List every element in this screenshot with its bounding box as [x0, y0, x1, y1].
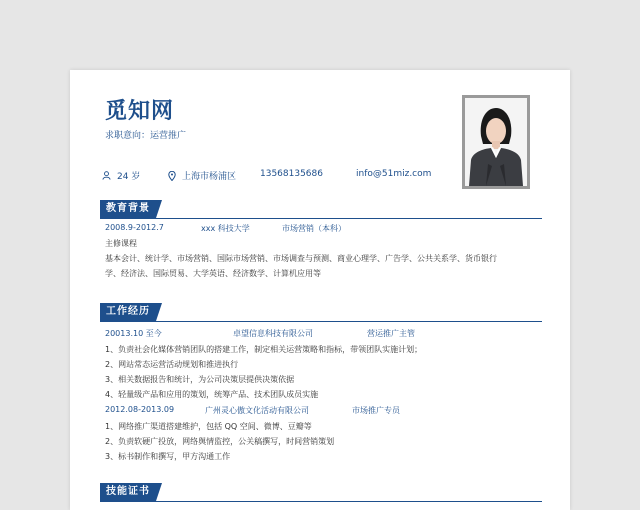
- phone-info: [260, 169, 323, 179]
- job-2-period: 2012.08-2013.09: [105, 405, 175, 414]
- location-pin-icon: [168, 171, 176, 181]
- job-2-duty: 1、网络推广渠道搭建维护，包括 QQ 空间、微博、豆瓣等: [105, 422, 312, 431]
- courses-label: 主修课程: [105, 239, 137, 248]
- location-info: [168, 169, 236, 182]
- profile-photo: [462, 95, 530, 189]
- job-1-duty: 4、轻量级产品和应用的策划，统筹产品、技术团队成员实施: [105, 390, 319, 399]
- education-school: xxx 科技大学: [201, 224, 250, 233]
- job-1-period: 20013.10 至今: [105, 329, 162, 338]
- job-2-duty: 2、负责软硬广投放，网络舆情监控，公关稿撰写，时间营销策划: [105, 437, 335, 446]
- work-section-header: [100, 303, 542, 322]
- education-major: 市场营销（本科）: [282, 224, 346, 233]
- age-text: 24 岁: [117, 172, 141, 182]
- skills-title: 技能证书: [100, 483, 156, 501]
- resume-sheet: [70, 70, 570, 510]
- courses-line-2: 学、经济法、国际贸易、大学英语、经济数学、计算机应用等: [105, 269, 321, 278]
- phone-text: 13568135686: [260, 169, 323, 179]
- applicant-name: 觅知网: [105, 99, 175, 124]
- avatar-illustration: [465, 98, 527, 186]
- education-title: 教育背景: [100, 200, 156, 218]
- job-1-duty: 3、相关数据报告和统计，为公司决策层提供决策依据: [105, 375, 295, 384]
- email-info: [356, 169, 431, 179]
- job-1-role: 营运推广主管: [367, 329, 415, 338]
- email-text: info@51miz.com: [356, 169, 432, 179]
- job-intent: 求职意向：运营推广: [105, 131, 187, 141]
- job-2-role: 市场推广专员: [352, 406, 400, 415]
- person-icon: [102, 171, 111, 180]
- skills-section-header: [100, 483, 542, 502]
- education-period: 2008.9-2012.7: [105, 223, 164, 232]
- job-1-duty: 1、负责社会化媒体营销团队的搭建工作，制定相关运营策略和指标，带领团队实施计划；: [105, 345, 423, 354]
- job-2-duty: 3、标书制作和撰写，甲方沟通工作: [105, 452, 231, 461]
- education-section-header: [100, 200, 542, 219]
- courses-line-1: 基本会计、统计学、市场营销、国际市场营销、市场调查与预测、商业心理学、广告学、公共关系学、货币银行: [105, 254, 497, 263]
- job-1-company: 卓望信息科技有限公司: [233, 329, 313, 338]
- location-text: 上海市杨浦区: [182, 172, 237, 182]
- age-info: [102, 169, 140, 182]
- work-title: 工作经历: [100, 303, 156, 321]
- job-2-company: 广州灵心傲文化活动有限公司: [205, 406, 309, 415]
- job-1-duty: 2、网站常态运营活动规划和推进执行: [105, 360, 239, 369]
